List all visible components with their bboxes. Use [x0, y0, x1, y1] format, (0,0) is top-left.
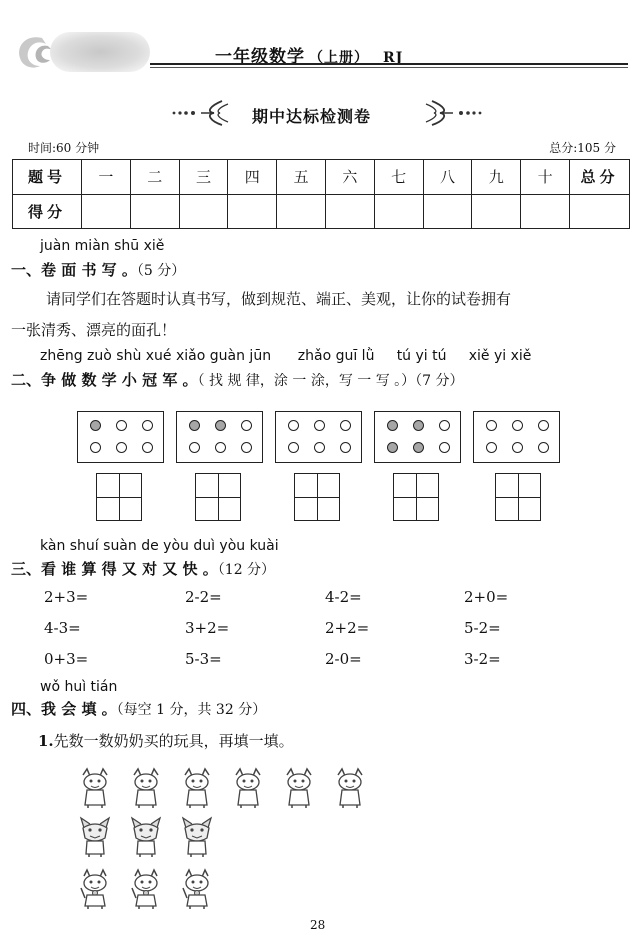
writing-grid-5[interactable]	[495, 473, 541, 521]
section4-title: 四、我 会 填 。（每空 1 分，共 32 分）	[11, 700, 267, 718]
filled-bead[interactable]	[215, 420, 226, 431]
exam-total-score: 总分:105 分	[549, 141, 616, 155]
bead-box-3[interactable]	[275, 411, 362, 463]
calc-item[interactable]: 4-2=	[325, 588, 362, 606]
empty-bead[interactable]	[538, 420, 549, 431]
empty-bead[interactable]	[288, 420, 299, 431]
calc-item[interactable]: 5-3=	[185, 650, 222, 668]
score-col-total: 总分	[570, 160, 630, 195]
score-table	[12, 159, 630, 229]
filled-bead[interactable]	[413, 442, 424, 453]
calc-item[interactable]: 3-2=	[464, 650, 501, 668]
filled-bead[interactable]	[413, 420, 424, 431]
filled-bead[interactable]	[387, 420, 398, 431]
goat-with-bell-toy-icon	[177, 868, 217, 910]
score-cell[interactable]	[179, 194, 228, 229]
section2-pinyin: zhēng zuò shù xué xiǎo guàn jūn zhǎo guī lǜ tú yi tú xiě yi xiě	[40, 348, 532, 364]
filled-bead[interactable]	[90, 420, 101, 431]
section2-title: 二、争 做 数 学 小 冠 军 。（ 找 规 律，涂 一 涂，写 一 写 。）（7 分）	[11, 371, 464, 389]
wolf-toy-icon	[75, 816, 115, 858]
blurred-logo	[50, 32, 150, 72]
goat-toy-icon	[75, 767, 115, 809]
score-col-5: 五	[277, 160, 326, 195]
bead-box-2[interactable]	[176, 411, 263, 463]
exam-time: 时间:60 分钟	[28, 141, 100, 155]
empty-bead[interactable]	[486, 420, 497, 431]
goat-with-bell-toy-icon	[75, 868, 115, 910]
grid-divider	[394, 497, 438, 498]
empty-bead[interactable]	[241, 442, 252, 453]
bead-box-4[interactable]	[374, 411, 461, 463]
header-title: 一年级数学 （上册） RJ	[215, 47, 404, 67]
goat-toy-icon	[330, 767, 370, 809]
empty-bead[interactable]	[314, 420, 325, 431]
grid-divider	[97, 497, 141, 498]
section1-pinyin: juàn miàn shū xiě	[40, 238, 165, 254]
empty-bead[interactable]	[439, 420, 450, 431]
calc-item[interactable]: 3+2=	[185, 619, 230, 637]
calc-item[interactable]: 4-3=	[44, 619, 81, 637]
wolf-toy-icon	[177, 816, 217, 858]
bead-box-1[interactable]	[77, 411, 164, 463]
page-number: 28	[310, 918, 326, 932]
calc-item[interactable]: 5-2=	[464, 619, 501, 637]
section1-title: 一、卷 面 书 写 。（5 分）	[11, 261, 186, 279]
score-table-row-label: 得分	[13, 194, 82, 229]
ornament-left-icon	[170, 98, 234, 128]
score-col-7: 七	[374, 160, 423, 195]
score-col-3: 三	[179, 160, 228, 195]
empty-bead[interactable]	[538, 442, 549, 453]
writing-grid-2[interactable]	[195, 473, 241, 521]
score-cell[interactable]	[82, 194, 131, 229]
grid-divider	[496, 497, 540, 498]
empty-bead[interactable]	[189, 442, 200, 453]
goat-toy-icon	[279, 767, 319, 809]
grid-divider	[196, 497, 240, 498]
bead-box-5[interactable]	[473, 411, 560, 463]
goat-with-bell-toy-icon	[126, 868, 166, 910]
score-col-8: 八	[423, 160, 472, 195]
goat-toy-icon	[177, 767, 217, 809]
calc-item[interactable]: 2-0=	[325, 650, 362, 668]
empty-bead[interactable]	[512, 442, 523, 453]
empty-bead[interactable]	[116, 420, 127, 431]
writing-grid-1[interactable]	[96, 473, 142, 521]
question-4-1: 1.先数一数奶奶买的玩具，再填一填。	[38, 732, 294, 750]
section3-pinyin: kàn shuí suàn de yòu duì yòu kuài	[40, 538, 279, 554]
score-cell[interactable]	[374, 194, 423, 229]
score-col-4: 四	[228, 160, 277, 195]
ornament-right-icon	[420, 98, 484, 128]
grid-divider	[295, 497, 339, 498]
score-cell[interactable]	[570, 194, 630, 229]
score-cell[interactable]	[521, 194, 570, 229]
header-rule	[150, 63, 628, 65]
empty-bead[interactable]	[116, 442, 127, 453]
empty-bead[interactable]	[486, 442, 497, 453]
exam-title: 期中达标检测卷	[252, 107, 372, 126]
calc-item[interactable]: 0+3=	[44, 650, 89, 668]
empty-bead[interactable]	[215, 442, 226, 453]
writing-grid-3[interactable]	[294, 473, 340, 521]
score-col-2: 二	[130, 160, 179, 195]
score-cell[interactable]	[472, 194, 521, 229]
calc-item[interactable]: 2+0=	[464, 588, 509, 606]
empty-bead[interactable]	[340, 442, 351, 453]
filled-bead[interactable]	[387, 442, 398, 453]
score-table-score-row	[13, 194, 630, 229]
calc-item[interactable]: 2+3=	[44, 588, 89, 606]
empty-bead[interactable]	[340, 420, 351, 431]
section3-title: 三、看 谁 算 得 又 对 又 快 。（12 分）	[11, 560, 276, 578]
score-table-header-row	[13, 160, 630, 195]
score-table-header-label: 题号	[13, 160, 82, 195]
empty-bead[interactable]	[314, 442, 325, 453]
wolf-toy-icon	[126, 816, 166, 858]
header-rule-thin	[150, 67, 628, 68]
section1-text-line2: 一张清秀、漂亮的面孔！	[11, 321, 177, 339]
score-cell[interactable]	[277, 194, 326, 229]
score-col-6: 六	[325, 160, 374, 195]
score-col-9: 九	[472, 160, 521, 195]
empty-bead[interactable]	[439, 442, 450, 453]
calc-item[interactable]: 2-2=	[185, 588, 222, 606]
score-cell[interactable]	[325, 194, 374, 229]
score-col-10: 十	[521, 160, 570, 195]
writing-grid-4[interactable]	[393, 473, 439, 521]
empty-bead[interactable]	[241, 420, 252, 431]
section1-text-line1: 请同学们在答题时认真书写，做到规范、端正、美观，让你的试卷拥有	[46, 290, 512, 308]
score-cell[interactable]	[130, 194, 179, 229]
score-cell[interactable]	[423, 194, 472, 229]
goat-toy-icon	[228, 767, 268, 809]
empty-bead[interactable]	[90, 442, 101, 453]
score-cell[interactable]	[228, 194, 277, 229]
empty-bead[interactable]	[512, 420, 523, 431]
goat-toy-icon	[126, 767, 166, 809]
empty-bead[interactable]	[142, 420, 153, 431]
calc-item[interactable]: 2+2=	[325, 619, 370, 637]
empty-bead[interactable]	[288, 442, 299, 453]
filled-bead[interactable]	[189, 420, 200, 431]
empty-bead[interactable]	[142, 442, 153, 453]
section4-pinyin: wǒ huì tián	[40, 679, 118, 695]
score-col-1: 一	[82, 160, 131, 195]
